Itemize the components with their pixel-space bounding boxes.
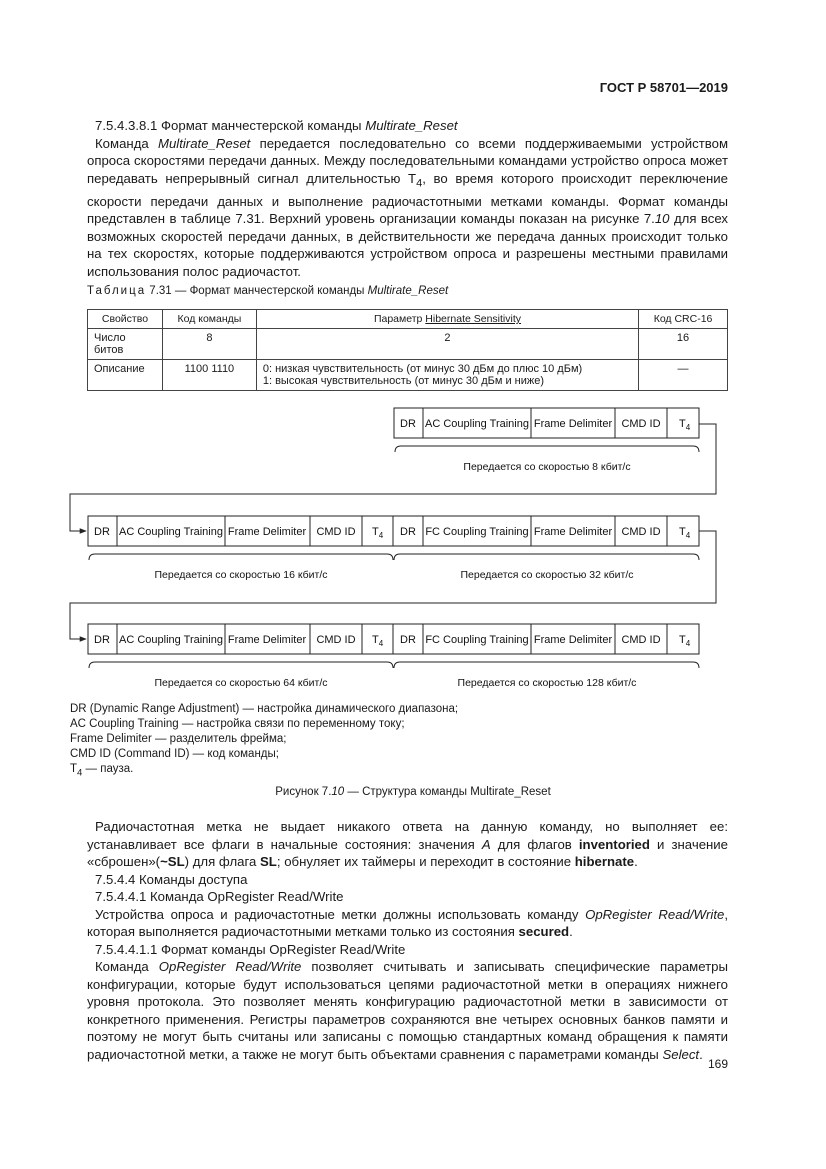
field-frame-delimiter: Frame Delimiter [533,634,613,646]
table-caption: Таблица 7.31 — Формат манчестерской команды Multirate_Reset [87,285,449,297]
field-ac-coupling: AC Coupling Training [119,634,223,646]
field-cmd-id: CMD ID [316,634,356,646]
field-dr: DR [94,526,110,538]
table-cell: 8 [162,329,256,360]
table-cell: — [639,360,728,391]
field-ac-coupling: AC Coupling Training [119,526,223,538]
field-fc-coupling: FC Coupling Training [425,634,529,646]
field-fc-coupling: FC Coupling Training [425,526,529,538]
figure-caption: Рисунок 7.10 — Структура команды Multirate_Reset [275,786,551,798]
table-cell: 16 [639,329,728,360]
field-frame-delimiter: Frame Delimiter [533,526,613,538]
field-frame-delimiter: Frame Delimiter [533,418,613,430]
paragraph-4: Команда OpRegister Read/Write позволяет считывать и записывать специфические параметры конфигурации, которые будут использоваться цепями радиочастотной метки в операциях нижнего уровня протокола. Это позволяет менять конфигурацию радиочастотной метки в зависимости от конкретного применения. Регистры параметров сохраняются вне четырех основных банков памяти и поэтому не могут быть считаны или записаны с помощью стандартных команд обращения к памяти радиочастотной метки, а также не могут быть объектами сравнения с параметрами команды Select. [87,959,728,1062]
document-header: ГОСТ Р 58701—2019 [599,80,728,95]
table-cell: 0: низкая чувствительность (от минус 30 дБм до плюс 10 дБм) 1: высокая чувствительность (от минус 30 дБм и ниже) [256,360,638,391]
table-cell: Описание [88,360,163,391]
field-dr: DR [400,526,416,538]
legend-item: CMD ID (Command ID) — код команды; [70,748,279,760]
section-heading: 7.5.4.4 Команды доступа [95,871,248,887]
rate-32-label: Передается со скоростью 32 кбит/с [460,569,634,581]
field-t4: $T_4$ [372,526,384,540]
field-t4: $T_4$ [679,418,691,432]
field-frame-delimiter: Frame Delimiter [227,634,307,646]
section-bottom [87,818,728,1063]
field-dr: DR [94,634,110,646]
table-cell: Параметр Hibernate Sensitivity [256,310,638,329]
field-dr: DR [400,634,416,646]
page-number: 169 [707,1057,728,1071]
table-cell: 2 [256,329,638,360]
field-cmd-id: CMD ID [621,418,661,430]
legend-item: AC Coupling Training — настройка связи по переменному току; [70,718,405,730]
section-heading: 7.5.4.4.1.1 Формат команды OpRegister Read/Write [95,941,406,957]
field-ac-coupling: AC Coupling Training [425,418,529,430]
table-cell: Код CRC-16 [639,310,728,329]
legend-item: DR (Dynamic Range Adjustment) — настройка динамического диапазона; [70,703,459,715]
legend-item: Frame Delimiter — разделитель фрейма; [70,733,287,745]
table-cell: Свойство [88,310,163,329]
field-t4: $T_4$ [679,634,691,648]
table-cell: Код команды [162,310,256,329]
legend-item: $T_4$ — пауза. [70,763,134,779]
field-t4: $T_4$ [372,634,384,648]
table-cell: Число битов [88,329,163,360]
rate-16-label: Передается со скоростью 16 кбит/с [154,569,328,581]
figure-legend [70,702,458,780]
rate-64-label: Передается со скоростью 64 кбит/с [154,677,328,689]
field-t4: $T_4$ [679,526,691,540]
field-cmd-id: CMD ID [621,526,661,538]
paragraph-3: Устройства опроса и радиочастотные метки должны использовать команду OpRegister Read/Write, которая выполняется радиочастотными метками только из состояния secured. [87,906,728,939]
field-cmd-id: CMD ID [316,526,356,538]
field-cmd-id: CMD ID [621,634,661,646]
paragraph-1: Команда Multirate_Reset передается последовательно со всеми поддерживаемыми устройством опроса скоростями передачи данных. Между последовательными командами устройство опроса может передавать непрерывный сигнал длительностью $T_4$, во время которого происходит переключение скорости передачи данных и выполнение радиочастотными метками команды. Формат команды представлен в таблице 7.31. Верхний уровень организации команды показан на рисунке 7.10 для всех возможных скоростей передачи данных, в действительности же передача данных происходит только на тех скоростях, которые поддерживаются устройством опроса и разрешены местными правилами использования полос радиочастот. [87,135,729,279]
section-heading: 7.5.4.4.1 Команда OpRegister Read/Write [95,889,344,904]
field-dr: DR [400,418,416,430]
table-cell: 1100 1110 [162,360,256,391]
paragraph-2: Радиочастотная метка не выдает никакого ответа на данную команду, но выполняет ее: устанавливает все флаги в начальные состояния: значения A для флагов inventoried и значение «сброшен»(~SL) для флага SL; обнуляет их таймеры и переходит в состояние hibernate. [87,819,729,869]
section-heading: 7.5.4.3.8.1 Формат манчестерской команды Multirate_Reset [95,118,458,133]
rate-8-label: Передается со скоростью 8 кбит/с [463,461,631,473]
field-frame-delimiter: Frame Delimiter [227,526,307,538]
rate-128-label: Передается со скоростью 128 кбит/с [457,677,637,689]
